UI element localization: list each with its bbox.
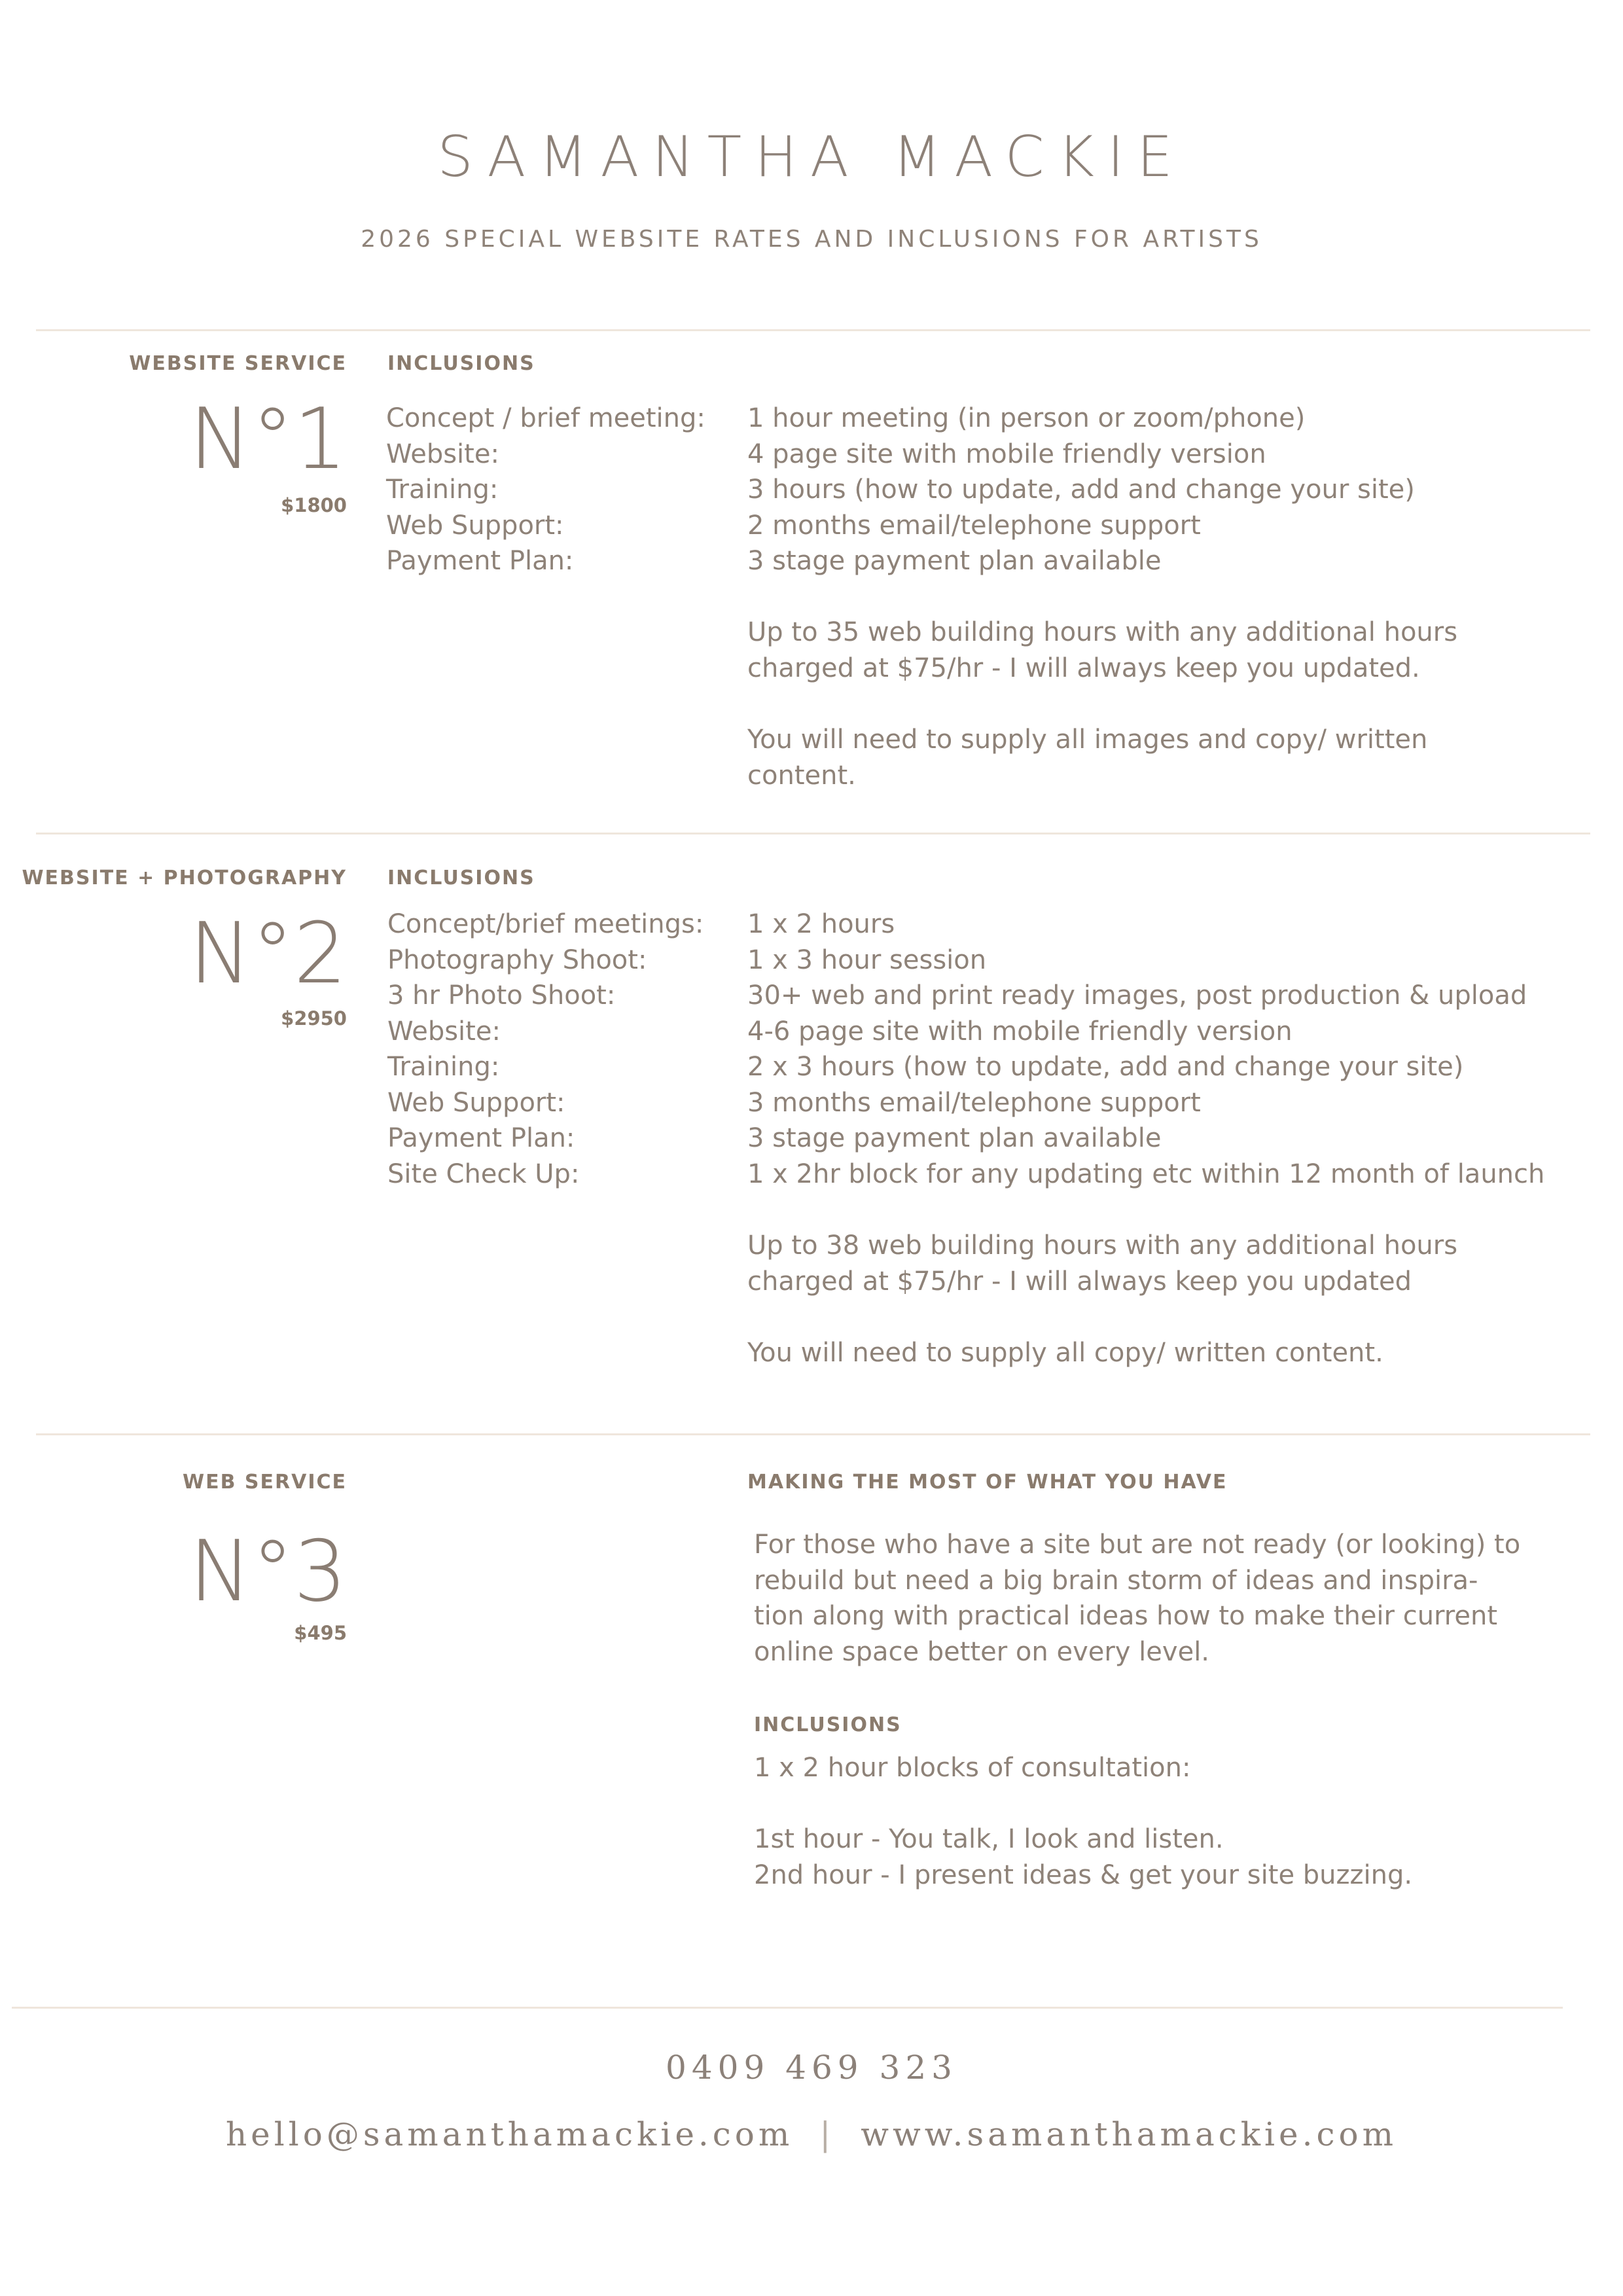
service-3-description — [754, 1527, 1520, 1670]
schedule-line: 1st hour - You talk, I look and listen. — [754, 1824, 1224, 1854]
footer-separator: | — [819, 2115, 835, 2153]
service-3-number: N°3 — [188, 1523, 347, 1621]
service-1-terms — [386, 401, 705, 579]
service-2-details — [747, 906, 1544, 1192]
service-2-number: N°2 — [188, 905, 347, 1003]
footer-email-link[interactable]: hello@samanthamackie.com — [225, 2115, 794, 2153]
term: Website: — [386, 439, 499, 469]
note-line: content. — [747, 760, 856, 791]
note-line: You will need to supply all copy/ written content. — [747, 1338, 1383, 1368]
service-3-price: $495 — [294, 1622, 347, 1644]
term: Concept / brief meeting: — [386, 403, 705, 433]
detail: 4-6 page site with mobile friendly version — [747, 1016, 1293, 1047]
service-2-supply-note — [747, 1335, 1383, 1371]
term: Site Check Up: — [387, 1158, 580, 1189]
detail: 3 stage payment plan available — [747, 546, 1162, 576]
detail: 4 page site with mobile friendly version — [747, 439, 1266, 469]
note-line: Up to 35 web building hours with any additional hours — [747, 617, 1458, 647]
service-2-terms — [387, 906, 704, 1192]
service-3-heading: MAKING THE MOST OF WHAT YOU HAVE — [747, 1471, 1228, 1494]
detail: 2 x 3 hours (how to update, add and change your site) — [747, 1052, 1464, 1082]
divider — [36, 1433, 1590, 1435]
term: Payment Plan: — [386, 546, 574, 576]
detail: 1 x 2 hours — [747, 909, 895, 939]
description-line: For those who have a site but are not ready (or looking) to — [754, 1530, 1521, 1560]
term: Photography Shoot: — [387, 944, 647, 975]
term: Website: — [387, 1016, 501, 1047]
description-line: online space better on every level. — [754, 1636, 1210, 1667]
detail: 1 hour meeting (in person or zoom/phone) — [747, 403, 1306, 433]
service-2-label: WEBSITE + PHOTOGRAPHY — [22, 867, 347, 889]
service-2-price: $2950 — [281, 1007, 347, 1030]
term: Concept/brief meetings: — [387, 909, 704, 939]
detail: 2 months email/telephone support — [747, 510, 1201, 541]
detail: 3 hours (how to update, add and change your site) — [747, 475, 1415, 505]
page-subtitle: 2026 SPECIAL WEBSITE RATES AND INCLUSIONS FOR ARTISTS — [361, 226, 1262, 253]
detail: 1 x 2hr block for any updating etc within 12 month of launch — [747, 1158, 1545, 1189]
term: Training: — [386, 475, 499, 505]
term: Web Support: — [386, 510, 564, 541]
service-1-inclusions-title: INCLUSIONS — [387, 352, 535, 375]
note-line: charged at $75/hr - I will always keep you updated. — [747, 653, 1420, 683]
note-line: charged at $75/hr - I will always keep you updated — [747, 1266, 1412, 1297]
service-2-inclusions-title: INCLUSIONS — [387, 867, 535, 889]
service-1-price: $1800 — [281, 494, 347, 516]
schedule-line: 2nd hour - I present ideas & get your site buzzing. — [754, 1859, 1413, 1890]
divider — [12, 2007, 1563, 2009]
service-1-supply-note — [747, 722, 1427, 793]
inclusion-line: 1 x 2 hour blocks of consultation: — [754, 1753, 1191, 1783]
term: 3 hr Photo Shoot: — [387, 980, 616, 1011]
footer-contact — [0, 2115, 1623, 2153]
service-2-hours-note — [747, 1228, 1457, 1299]
service-1-label: WEBSITE SERVICE — [129, 352, 347, 375]
brand-name: SAMANTHA MACKIE — [437, 124, 1186, 190]
detail: 3 stage payment plan available — [747, 1123, 1162, 1153]
service-3-inclusions-title: INCLUSIONS — [754, 1713, 902, 1736]
description-line: rebuild but need a big brain storm of ideas and inspira- — [754, 1565, 1478, 1596]
divider — [36, 329, 1590, 331]
term: Web Support: — [387, 1087, 565, 1118]
note-line: Up to 38 web building hours with any additional hours — [747, 1230, 1458, 1261]
footer-phone[interactable]: 0409 469 323 — [666, 2049, 957, 2087]
service-1-details — [747, 401, 1415, 579]
service-3-label: WEB SERVICE — [183, 1471, 347, 1494]
footer-website-link[interactable]: www.samanthamackie.com — [861, 2115, 1398, 2153]
service-1-hours-note — [747, 615, 1457, 686]
note-line: You will need to supply all images and copy/ written — [747, 725, 1428, 755]
detail: 3 months email/telephone support — [747, 1087, 1201, 1118]
description-line: tion along with practical ideas how to make their current — [754, 1601, 1497, 1631]
term: Training: — [387, 1052, 500, 1082]
divider — [36, 833, 1590, 834]
service-3-schedule — [754, 1821, 1412, 1893]
service-1-number: N°1 — [188, 391, 347, 488]
term: Payment Plan: — [387, 1123, 575, 1153]
detail: 30+ web and print ready images, post production & upload — [747, 980, 1527, 1011]
service-3-inclusions — [754, 1750, 1190, 1786]
detail: 1 x 3 hour session — [747, 944, 987, 975]
